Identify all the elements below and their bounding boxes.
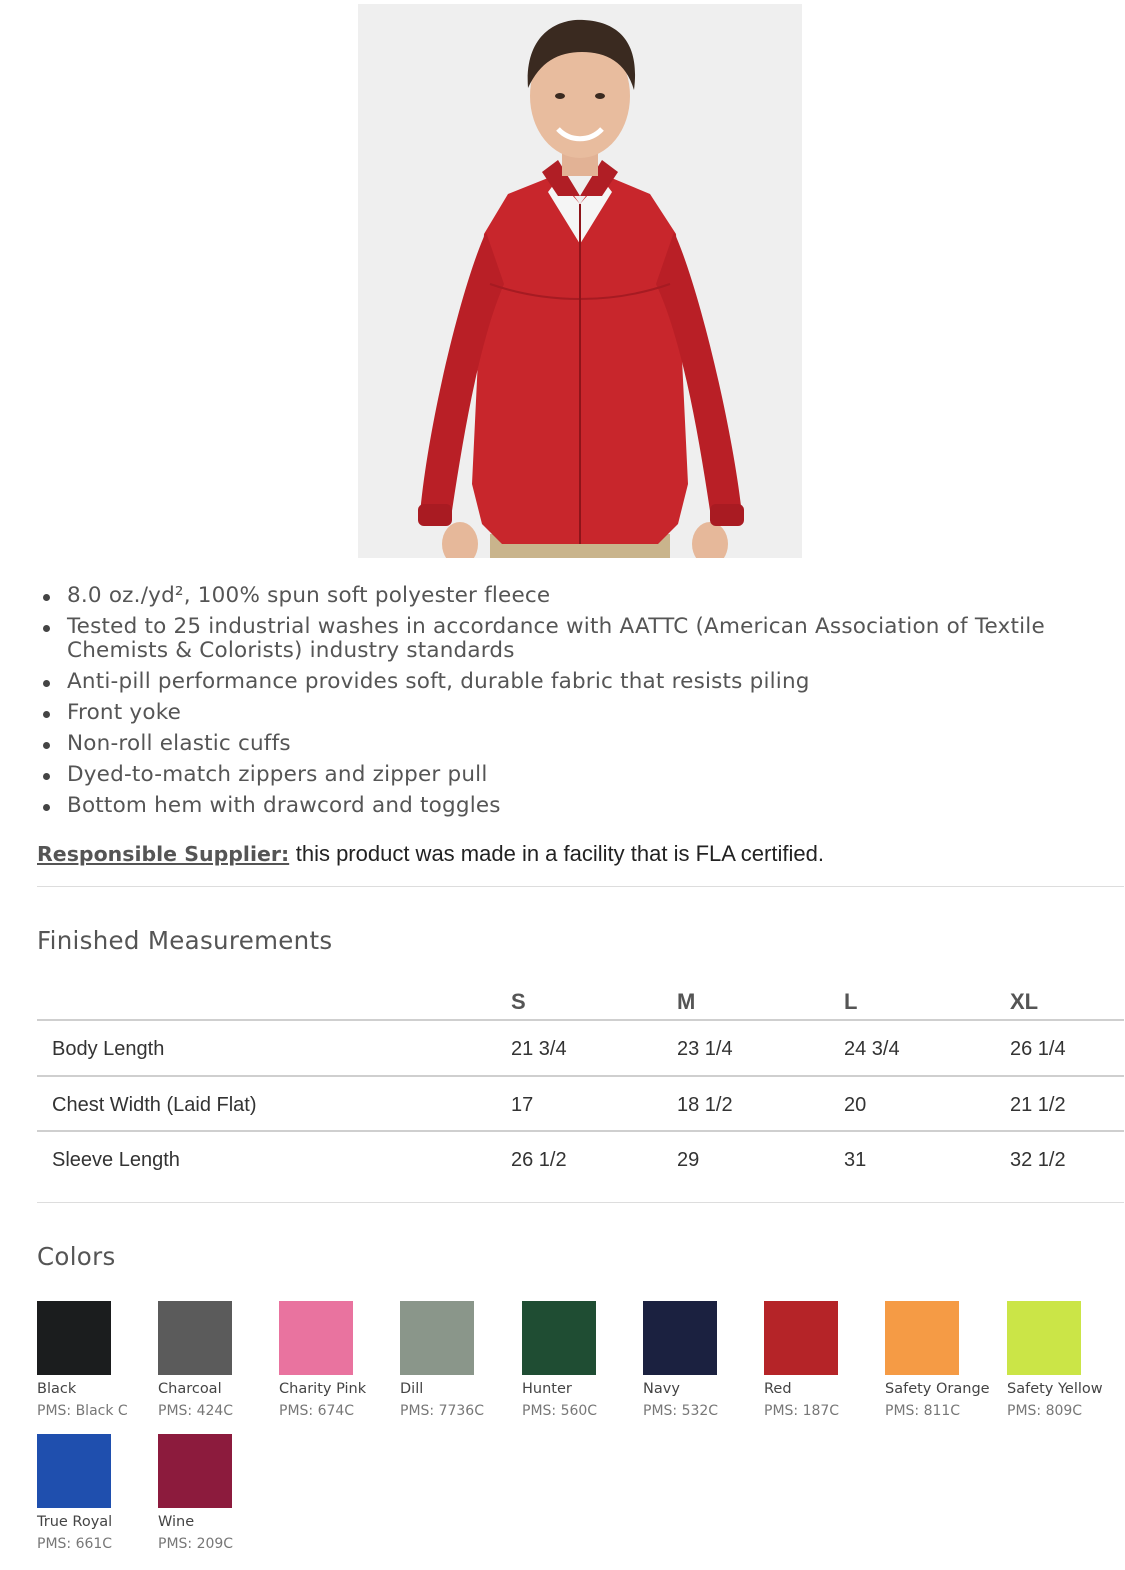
color-swatch-red[interactable] bbox=[764, 1301, 885, 1419]
swatch-chip[interactable] bbox=[522, 1301, 596, 1375]
swatch-chip[interactable] bbox=[279, 1301, 353, 1375]
table-cell: 17 bbox=[511, 1093, 534, 1116]
feature-item: Tested to 25 industrial washes in accordance with AATTC (American Association of Textile Chemists & Colorists) industry standards bbox=[37, 615, 1087, 663]
table-cell: 21 1/2 bbox=[1010, 1093, 1066, 1116]
responsible-supplier-text: this product was made in a facility that is FLA certified. bbox=[295, 841, 824, 866]
color-swatch-wine[interactable] bbox=[158, 1434, 279, 1552]
table-cell: 26 1/2 bbox=[511, 1149, 567, 1171]
youth-fleece-jacket-photo bbox=[358, 4, 802, 558]
responsible-supplier-note bbox=[37, 840, 824, 868]
table-cell: 32 1/2 bbox=[1010, 1149, 1066, 1171]
swatch-chip[interactable] bbox=[158, 1301, 232, 1375]
color-swatch-black[interactable] bbox=[37, 1301, 158, 1419]
color-pms: PMS: 532C bbox=[643, 1403, 719, 1419]
table-cell: 20 bbox=[844, 1093, 867, 1116]
table-cell: 29 bbox=[677, 1149, 700, 1171]
table-cell: 26 1/4 bbox=[1010, 1038, 1066, 1060]
color-name: Dill bbox=[400, 1381, 424, 1397]
table-cell: 18 1/2 bbox=[677, 1093, 733, 1116]
color-name: Navy bbox=[643, 1381, 680, 1397]
color-name: Safety Yellow bbox=[1007, 1381, 1103, 1397]
swatch-chip[interactable] bbox=[400, 1301, 474, 1375]
colors-title: Colors bbox=[37, 1242, 116, 1271]
size-header-s: S bbox=[511, 989, 526, 1014]
swatch-chip[interactable] bbox=[885, 1301, 959, 1375]
table-row bbox=[37, 1021, 1124, 1077]
divider bbox=[37, 1202, 1124, 1203]
swatch-chip[interactable] bbox=[37, 1301, 111, 1375]
color-name: True Royal bbox=[37, 1514, 113, 1530]
size-header-m: M bbox=[677, 989, 696, 1014]
divider bbox=[37, 886, 1124, 887]
responsible-supplier-link[interactable]: Responsible Supplier: bbox=[37, 842, 290, 866]
table-cell: 31 bbox=[844, 1149, 867, 1171]
color-swatch-safety-yellow[interactable] bbox=[1007, 1301, 1125, 1419]
color-pms: PMS: 187C bbox=[764, 1403, 840, 1419]
feature-item: Non-roll elastic cuffs bbox=[37, 732, 1087, 756]
feature-list bbox=[37, 584, 1087, 825]
color-name: Safety Orange bbox=[885, 1381, 990, 1397]
color-pms: PMS: 424C bbox=[158, 1403, 234, 1419]
color-pms: PMS: 811C bbox=[885, 1403, 961, 1419]
color-swatch-charity-pink[interactable] bbox=[279, 1301, 400, 1419]
feature-item: Front yoke bbox=[37, 701, 1087, 725]
swatch-chip[interactable] bbox=[158, 1434, 232, 1508]
color-swatch-navy[interactable] bbox=[643, 1301, 764, 1419]
color-swatch-hunter[interactable] bbox=[522, 1301, 643, 1419]
color-pms: PMS: 661C bbox=[37, 1536, 113, 1552]
swatch-chip[interactable] bbox=[643, 1301, 717, 1375]
swatch-chip[interactable] bbox=[37, 1434, 111, 1508]
product-image bbox=[358, 4, 802, 558]
color-swatch-charcoal[interactable] bbox=[158, 1301, 279, 1419]
color-pms: PMS: 560C bbox=[522, 1403, 598, 1419]
color-name: Charity Pink bbox=[279, 1381, 367, 1397]
color-name: Red bbox=[764, 1381, 792, 1397]
color-pms: PMS: 674C bbox=[279, 1403, 355, 1419]
row-label: Body Length bbox=[52, 1038, 165, 1060]
color-pms: PMS: 809C bbox=[1007, 1403, 1083, 1419]
size-header-l: L bbox=[844, 989, 858, 1014]
color-swatch-true-royal[interactable] bbox=[37, 1434, 158, 1552]
size-header-xl: XL bbox=[1010, 989, 1039, 1014]
row-label: Sleeve Length bbox=[52, 1149, 180, 1171]
color-swatch-dill[interactable] bbox=[400, 1301, 521, 1419]
table-cell: 24 3/4 bbox=[844, 1038, 900, 1060]
color-pms: PMS: Black C bbox=[37, 1403, 128, 1419]
table-row bbox=[37, 1132, 1124, 1188]
color-swatch-safety-orange[interactable] bbox=[885, 1301, 1006, 1419]
table-row bbox=[37, 1077, 1124, 1133]
swatch-chip[interactable] bbox=[1007, 1301, 1081, 1375]
row-label: Chest Width (Laid Flat) bbox=[52, 1093, 257, 1116]
color-name: Hunter bbox=[522, 1381, 572, 1397]
swatch-chip[interactable] bbox=[764, 1301, 838, 1375]
color-name: Black bbox=[37, 1381, 77, 1397]
measurements-header-row bbox=[37, 985, 1124, 1021]
measurements-table bbox=[37, 985, 1124, 1188]
feature-item: Anti-pill performance provides soft, durable fabric that resists piling bbox=[37, 670, 1087, 694]
table-cell: 21 3/4 bbox=[511, 1038, 567, 1060]
feature-item: Bottom hem with drawcord and toggles bbox=[37, 794, 1087, 818]
color-name: Charcoal bbox=[158, 1381, 222, 1397]
measurements-title: Finished Measurements bbox=[37, 926, 333, 955]
color-pms: PMS: 209C bbox=[158, 1536, 234, 1552]
table-cell: 23 1/4 bbox=[677, 1038, 733, 1060]
color-name: Wine bbox=[158, 1514, 195, 1530]
feature-item: 8.0 oz./yd², 100% spun soft polyester fleece bbox=[37, 584, 1087, 608]
color-pms: PMS: 7736C bbox=[400, 1403, 484, 1419]
feature-item: Dyed-to-match zippers and zipper pull bbox=[37, 763, 1087, 787]
